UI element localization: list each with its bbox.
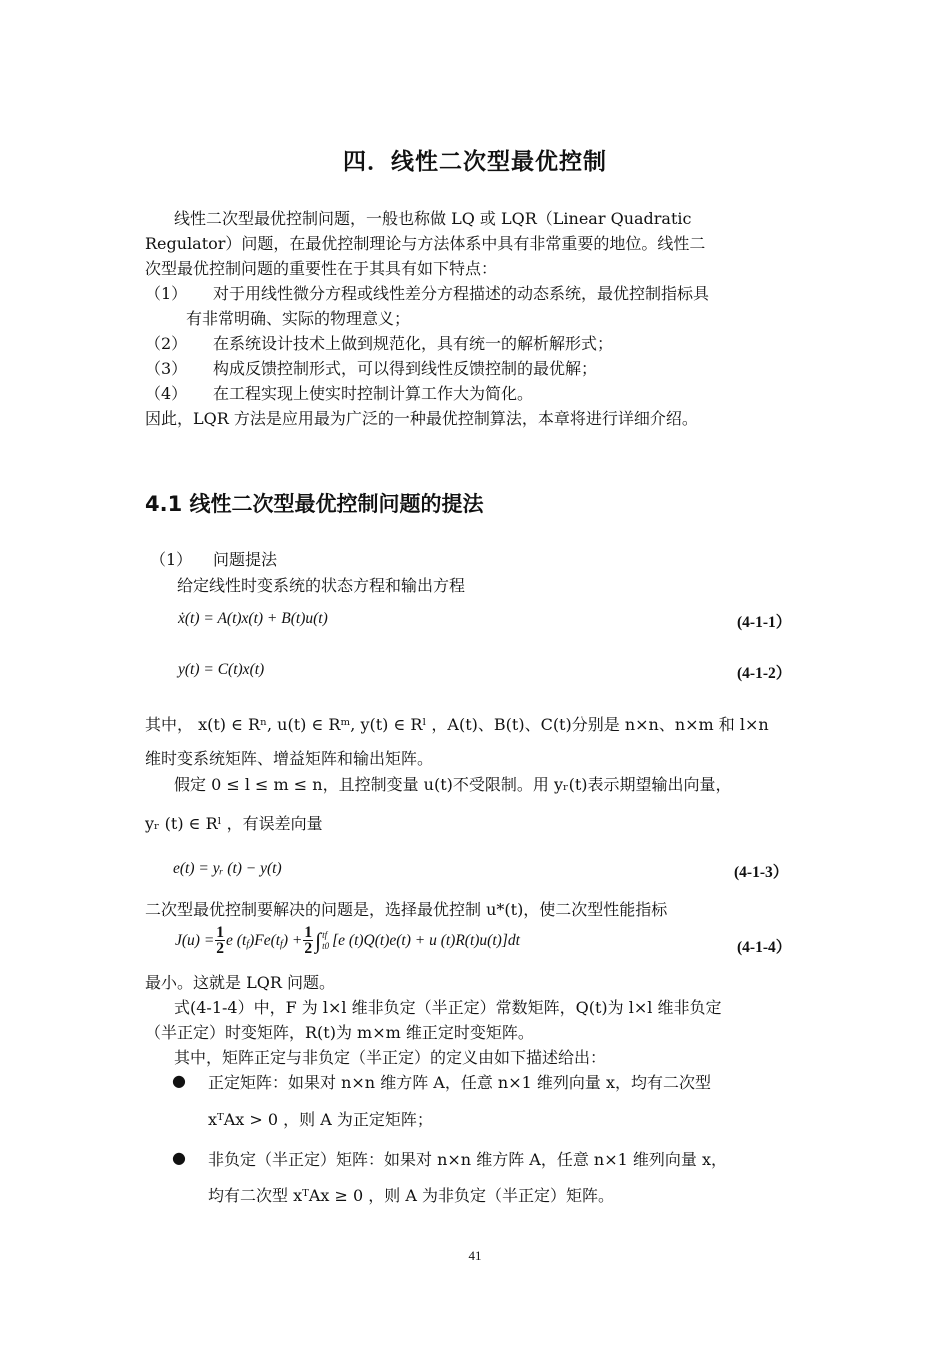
bullet-1-line-2: xᵀAx > 0 ，则 A 为正定矩阵； bbox=[208, 1110, 433, 1129]
minimize-sentence: 最小。这就是 LQR 问题。 bbox=[145, 973, 335, 992]
intro-line-3: 次型最优控制问题的重要性在于其具有如下特点： bbox=[145, 259, 498, 278]
equation-4-1-2: y(t) = C(t)x(t) bbox=[178, 661, 265, 678]
integral-sign: ∫ bbox=[315, 927, 322, 953]
bullet-icon: ● bbox=[172, 1148, 186, 1167]
assumption-line-2: yᵣ (t) ∈ Rˡ ，有误差向量 bbox=[145, 814, 323, 833]
page-number: 41 bbox=[468, 1248, 482, 1263]
bullet-2-line-2: 均有二次型 xᵀAx ≥ 0 ，则 A 为非负定（半正定）矩阵。 bbox=[208, 1186, 614, 1205]
integral-limits: tf t0 bbox=[322, 929, 330, 951]
subsection-number: （1） bbox=[150, 550, 193, 569]
eq4-term-1c: ) + bbox=[282, 931, 303, 949]
feature-4-text: 在工程实现上使实时控制计算工作大为简化。 bbox=[213, 384, 534, 403]
equation-4-1-1: ẋ(t) = A(t)x(t) + B(t)u(t) bbox=[178, 610, 328, 627]
equation-4-1-4: J(u) = $\frac{1}{2}$ e (t $_f$ )Fe(t $_f$ ) + $\frac{1}{2}$ ∫ tf t0 [e (t)Q(t)e(t) + u (t)R(t)u(t)]dt bbox=[175, 924, 520, 957]
chapter-title: 四．线性二次型最优控制 bbox=[343, 149, 607, 175]
equation-4-1-3: e(t) = yᵣ (t) − y(t) bbox=[173, 860, 282, 877]
equation-number-4-1-1: (4-1-1） bbox=[737, 614, 792, 631]
eq4-lhs: J(u) = bbox=[175, 931, 215, 949]
feature-3-number: （3） bbox=[145, 359, 188, 378]
eq4-fraction-2: $\frac{1}{2}$ bbox=[304, 924, 313, 957]
eq4-term-2: [e (t)Q(t)e(t) + u (t)R(t)u(t)]dt bbox=[332, 931, 520, 949]
definition-line-2: 维时变系统矩阵、增益矩阵和输出矩阵。 bbox=[145, 749, 434, 768]
eq4-fraction-1: $\frac{1}{2}$ bbox=[216, 924, 225, 957]
feature-3-text: 构成反馈控制形式，可以得到线性反馈控制的最优解； bbox=[213, 359, 598, 378]
bullet-2-line-1: 非负定（半正定）矩阵：如果对 n×n 维方阵 A，任意 n×1 维列向量 x， bbox=[208, 1150, 728, 1169]
given-sentence: 给定线性时变系统的状态方程和输出方程 bbox=[177, 576, 466, 595]
bullet-1-line-1: 正定矩阵：如果对 n×n 维方阵 A，任意 n×1 维列向量 x，均有二次型 bbox=[208, 1073, 712, 1092]
subsection-title: 问题提法 bbox=[213, 550, 278, 569]
feature-1-continuation: 有非常明确、实际的物理意义； bbox=[186, 309, 411, 328]
section-title: 4.1 线性二次型最优控制问题的提法 bbox=[145, 492, 484, 516]
explanation-line-3: 其中，矩阵正定与非负定（半正定）的定义由如下描述给出： bbox=[174, 1048, 607, 1067]
feature-1-number: （1） bbox=[145, 284, 188, 303]
bullet-icon: ● bbox=[172, 1071, 186, 1090]
intro-conclusion: 因此，LQR 方法是应用最为广泛的一种最优控制算法，本章将进行详细介绍。 bbox=[145, 409, 698, 428]
feature-4-number: （4） bbox=[145, 384, 188, 403]
feature-2-text: 在系统设计技术上做到规范化，具有统一的解析解形式； bbox=[213, 334, 614, 353]
equation-number-4-1-2: (4-1-2） bbox=[737, 665, 792, 682]
eq4-term-1b: )Fe(t bbox=[249, 931, 281, 949]
problem-statement: 二次型最优控制要解决的问题是，选择最优控制 u*(t)，使二次型性能指标 bbox=[145, 900, 668, 919]
equation-number-4-1-3: (4-1-3） bbox=[734, 864, 789, 881]
feature-1-text: 对于用线性微分方程或线性差分方程描述的动态系统，最优控制指标具 bbox=[213, 284, 710, 303]
intro-line-1: 线性二次型最优控制问题，一般也称做 LQ 或 LQR（Linear Quadratic bbox=[174, 209, 692, 228]
explanation-line-1: 式(4-1-4）中，F 为 l×l 维非负定（半正定）常数矩阵，Q(t)为 l×l 维非负定 bbox=[174, 998, 722, 1017]
eq4-term-1: e (t bbox=[226, 931, 247, 949]
feature-2-number: （2） bbox=[145, 334, 188, 353]
explanation-line-2: （半正定）时变矩阵，R(t)为 m×m 维正定时变矩阵。 bbox=[145, 1023, 534, 1042]
assumption-line-1: 假定 0 ≤ l ≤ m ≤ n，且控制变量 u(t)不受限制。用 yᵣ(t)表示期望输出向量， bbox=[174, 775, 732, 794]
intro-line-2: Regulator）问题，在最优控制理论与方法体系中具有非常重要的地位。线性二 bbox=[145, 234, 706, 253]
definition-line-1: 其中， x(t) ∈ Rⁿ, u(t) ∈ Rᵐ, y(t) ∈ Rˡ ，A(t)、B(t)、C(t)分别是 n×n、n×m 和 l×n bbox=[145, 715, 769, 734]
equation-number-4-1-4: (4-1-4） bbox=[737, 939, 792, 956]
